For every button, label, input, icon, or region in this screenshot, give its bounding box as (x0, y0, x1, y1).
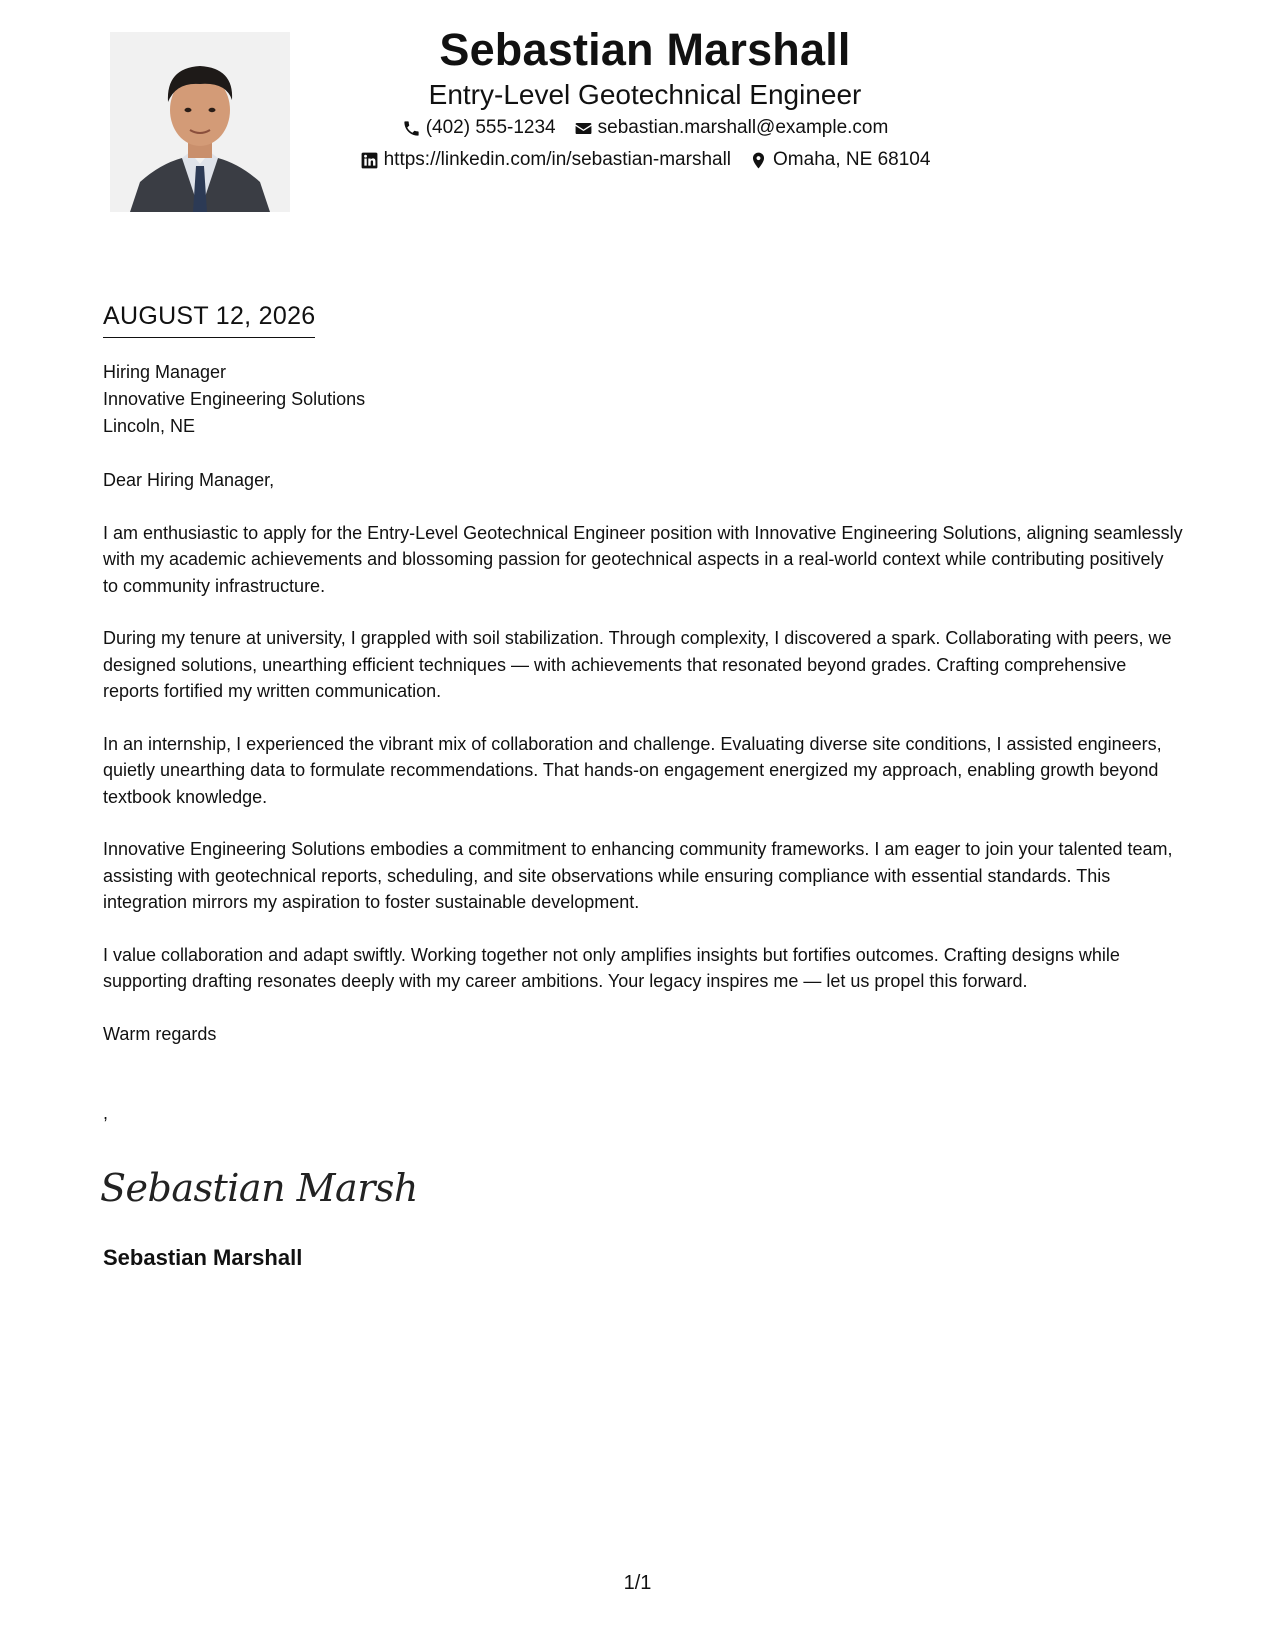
handwritten-signature: Sebastian Marsh (100, 1166, 418, 1210)
header (300, 22, 990, 176)
profile-photo (110, 32, 290, 212)
recipient-company: Innovative Engineering Solutions (103, 389, 366, 409)
contact-row-2 (300, 144, 990, 176)
letter-body (103, 467, 1183, 1073)
recipient-location: Lincoln, NE (103, 416, 196, 436)
closing: Warm regards (103, 1023, 217, 1044)
recipient-block (103, 359, 365, 440)
applicant-title: Entry-Level Geotechnical Engineer (428, 79, 862, 110)
body-paragraph: Innovative Engineering Solutions embodies a commitment to enhancing community frameworks. I am eager to join your talented team, assisting with geotechnical reports, scheduling, and site observations while ensuring compliance with essential standards. This integration mirrors my aspiration to foster sustainable development. (103, 839, 1173, 912)
salutation: Dear Hiring Manager, (103, 470, 275, 490)
map-pin-icon (749, 151, 768, 170)
body-paragraph: I am enthusiastic to apply for the Entry-Level Geotechnical Engineer position with Innovative Engineering Solutions, aligning seamlessly with my academic achievements and blossoming passion for geotechnical aspects in a real-world context while contributing positively to community infrastructure. (103, 522, 1183, 596)
phone-icon (402, 119, 421, 138)
page-number: 1/1 (623, 1572, 652, 1594)
body-paragraph: During my tenure at university, I grappled with soil stabilization. Through complexity, I discovered a spark. Collaborating with peers, we designed solutions, unearthing efficient techniques — with achievements that resonated beyond grades. Crafting comprehensive reports fortified my written communication. (103, 628, 1172, 701)
closing-comma: , (103, 1103, 109, 1123)
linkedin-url: https://linkedin.com/in/sebastian-marshall (383, 149, 732, 170)
envelope-icon (574, 119, 593, 138)
phone-number: (402) 555-1234 (425, 117, 556, 138)
location-contact (749, 144, 930, 176)
contact-row-1 (300, 112, 990, 144)
letter-date: AUGUST 12, 2026 (103, 299, 315, 338)
body-paragraph: In an internship, I experienced the vibrant mix of collaboration and challenge. Evaluating diverse site conditions, I assisted engineers, quietly unearthing data to formulate recommendations. That hands-on engagement energized my approach, enabling growth beyond textbook knowledge. (103, 733, 1162, 807)
linkedin-contact[interactable] (360, 144, 731, 176)
phone-contact[interactable] (402, 112, 556, 144)
recipient-name: Hiring Manager (103, 362, 227, 382)
signer-name: Sebastian Marshall (103, 1245, 303, 1270)
email-address: sebastian.marshall@example.com (597, 117, 889, 138)
body-paragraph: I value collaboration and adapt swiftly. Working together not only amplifies insights but fortifies outcomes. Crafting designs while supporting drafting resonates deeply with my career ambitions. Your legacy inspires me — let us propel this forward. (103, 944, 1120, 991)
applicant-name: Sebastian Marshall (439, 24, 851, 75)
location-text: Omaha, NE 68104 (773, 149, 931, 170)
email-contact[interactable] (574, 112, 889, 144)
linkedin-icon (360, 151, 379, 170)
